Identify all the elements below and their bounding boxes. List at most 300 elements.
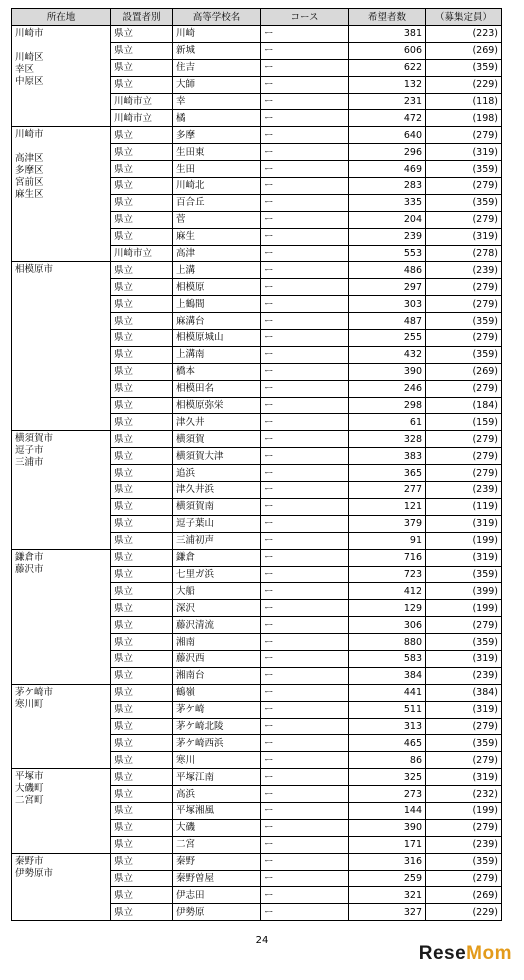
table-row [12,26,502,43]
location-line: 川崎市 [15,28,44,39]
table-header-row [12,9,502,26]
course-cell: ー [261,650,349,667]
capacity-cell: (229) [426,904,502,921]
school-cell: 湘南 [173,634,261,651]
founder-cell: 県立 [111,718,173,735]
course-cell: ー [261,431,349,448]
school-cell: 川崎北 [173,178,261,195]
applicants-cell: 716 [349,549,426,566]
founder-cell: 県立 [111,482,173,499]
school-cell: 横須賀 [173,431,261,448]
school-cell: 上鶴間 [173,296,261,313]
applicants-cell: 511 [349,701,426,718]
school-cell: 生田 [173,161,261,178]
capacity-cell: (319) [426,650,502,667]
capacity-cell: (159) [426,414,502,431]
capacity-cell: (199) [426,802,502,819]
table-row [12,431,502,448]
course-cell: ー [261,110,349,127]
capacity-cell: (118) [426,93,502,110]
founder-cell: 県立 [111,194,173,211]
school-cell: 麻溝台 [173,313,261,330]
course-cell: ー [261,482,349,499]
location-line: 三浦市 [15,457,44,469]
school-cell: 平塚江南 [173,769,261,786]
applicants-cell: 465 [349,735,426,752]
capacity-cell: (359) [426,346,502,363]
course-cell: ー [261,786,349,803]
location-cell [12,262,111,431]
course-cell: ー [261,178,349,195]
course-cell: ー [261,701,349,718]
capacity-cell: (119) [426,498,502,515]
course-cell: ー [261,26,349,43]
applicants-cell: 277 [349,482,426,499]
location-cell [12,769,111,853]
course-cell: ー [261,752,349,769]
founder-cell: 県立 [111,296,173,313]
applicants-cell: 379 [349,515,426,532]
course-cell: ー [261,684,349,701]
school-cell: 川崎 [173,26,261,43]
location-line: 茅ケ崎市 [15,686,54,698]
school-cell: 相模原城山 [173,330,261,347]
school-cell: 津久井浜 [173,482,261,499]
course-cell: ー [261,498,349,515]
capacity-cell: (359) [426,194,502,211]
founder-cell: 県立 [111,161,173,178]
school-cell: 津久井 [173,414,261,431]
course-cell: ー [261,279,349,296]
founder-cell: 県立 [111,127,173,144]
school-cell: 藤沢清流 [173,617,261,634]
capacity-cell: (359) [426,566,502,583]
capacity-cell: (269) [426,42,502,59]
founder-cell: 県立 [111,735,173,752]
course-cell: ー [261,414,349,431]
applicants-cell: 383 [349,448,426,465]
applicants-cell: 259 [349,870,426,887]
founder-cell: 県立 [111,76,173,93]
capacity-cell: (239) [426,836,502,853]
capacity-cell: (319) [426,549,502,566]
applicants-cell: 61 [349,414,426,431]
course-cell: ー [261,465,349,482]
capacity-cell: (184) [426,397,502,414]
course-cell: ー [261,380,349,397]
applicants-cell: 335 [349,194,426,211]
location-line: 中原区 [15,76,44,87]
founder-cell: 県立 [111,178,173,195]
course-cell: ー [261,853,349,870]
capacity-cell: (319) [426,144,502,161]
founder-cell: 県立 [111,650,173,667]
school-cell: 多摩 [173,127,261,144]
applicants-cell: 325 [349,769,426,786]
location-cell [12,549,111,684]
founder-cell: 県立 [111,786,173,803]
applicants-cell: 231 [349,93,426,110]
capacity-cell: (279) [426,279,502,296]
applicants-cell: 239 [349,228,426,245]
school-cell: 寒川 [173,752,261,769]
founder-cell: 県立 [111,904,173,921]
course-cell: ー [261,42,349,59]
school-cell: 相模原弥栄 [173,397,261,414]
course-cell: ー [261,718,349,735]
capacity-cell: (229) [426,76,502,93]
founder-cell: 県立 [111,684,173,701]
course-cell: ー [261,194,349,211]
applicants-cell: 204 [349,211,426,228]
founder-cell: 県立 [111,887,173,904]
course-cell: ー [261,515,349,532]
location-line: 横須賀市 [15,433,54,445]
capacity-cell: (279) [426,752,502,769]
location-cell [12,684,111,768]
capacity-cell: (359) [426,313,502,330]
course-cell: ー [261,211,349,228]
school-cell: 相模原 [173,279,261,296]
school-cell: 深沢 [173,600,261,617]
location-cell [12,431,111,549]
location-line: 麻生区 [15,189,44,201]
capacity-cell: (359) [426,634,502,651]
capacity-cell: (319) [426,515,502,532]
founder-cell: 川崎市立 [111,245,173,262]
course-cell: ー [261,161,349,178]
table-row [12,549,502,566]
capacity-cell: (199) [426,532,502,549]
table-row [12,684,502,701]
school-cell: 平塚湘風 [173,802,261,819]
header-course: コース [261,9,349,26]
table-row [12,262,502,279]
course-cell: ー [261,262,349,279]
school-cell: 湘南台 [173,667,261,684]
capacity-cell: (319) [426,701,502,718]
location-line: 相模原市 [15,264,54,276]
capacity-cell: (269) [426,887,502,904]
school-cell: 高津 [173,245,261,262]
header-founder: 設置者別 [111,9,173,26]
applicants-cell: 91 [349,532,426,549]
course-cell: ー [261,600,349,617]
school-cell: 鎌倉 [173,549,261,566]
founder-cell: 県立 [111,448,173,465]
location-line: 秦野市 [15,855,44,867]
founder-cell: 県立 [111,26,173,43]
applicants-cell: 327 [349,904,426,921]
course-cell: ー [261,836,349,853]
course-cell: ー [261,245,349,262]
course-cell: ー [261,819,349,836]
course-cell: ー [261,735,349,752]
founder-cell: 県立 [111,330,173,347]
capacity-cell: (279) [426,178,502,195]
school-cell: 伊志田 [173,887,261,904]
location-line: 鎌倉市 [15,551,44,563]
applicants-cell: 273 [349,786,426,803]
capacity-cell: (232) [426,786,502,803]
applicants-cell: 469 [349,161,426,178]
school-cell: 幸 [173,93,261,110]
applicants-cell: 365 [349,465,426,482]
header-capacity: （募集定員） [426,9,502,26]
applicants-cell: 553 [349,245,426,262]
course-cell: ー [261,887,349,904]
founder-cell: 県立 [111,701,173,718]
capacity-cell: (359) [426,59,502,76]
location-line: 平塚市 [15,771,44,783]
course-cell: ー [261,549,349,566]
course-cell: ー [261,769,349,786]
founder-cell: 川崎市立 [111,93,173,110]
school-cell: 追浜 [173,465,261,482]
school-cell: 大船 [173,583,261,600]
location-line: 寒川町 [15,698,44,710]
school-cell: 百合丘 [173,194,261,211]
founder-cell: 県立 [111,59,173,76]
applicants-cell: 487 [349,313,426,330]
applicants-cell: 381 [349,26,426,43]
location-cell [12,26,111,127]
founder-cell: 県立 [111,819,173,836]
location-line: 高津区 [15,153,44,165]
course-cell: ー [261,583,349,600]
school-cell: 秦野曽屋 [173,870,261,887]
school-cell: 相模田名 [173,380,261,397]
applicants-cell: 486 [349,262,426,279]
header-applicants: 希望者数 [349,9,426,26]
course-cell: ー [261,532,349,549]
applicants-table [11,8,502,921]
course-cell: ー [261,870,349,887]
location-line: 二宮町 [15,795,44,807]
location-line: 宮前区 [15,177,44,189]
applicants-cell: 583 [349,650,426,667]
school-cell: 菅 [173,211,261,228]
course-cell: ー [261,448,349,465]
school-cell: 茅ケ崎西浜 [173,735,261,752]
page-number: 24 [255,935,269,946]
capacity-cell: (279) [426,819,502,836]
capacity-cell: (399) [426,583,502,600]
location-line: 藤沢市 [15,563,44,575]
applicants-cell: 880 [349,634,426,651]
applicants-cell: 296 [349,144,426,161]
founder-cell: 県立 [111,853,173,870]
location-line: 川崎市 [15,129,44,141]
course-cell: ー [261,397,349,414]
school-cell: 大師 [173,76,261,93]
applicants-cell: 441 [349,684,426,701]
school-cell: 横須賀南 [173,498,261,515]
course-cell: ー [261,313,349,330]
founder-cell: 県立 [111,380,173,397]
capacity-cell: (359) [426,735,502,752]
capacity-cell: (279) [426,330,502,347]
founder-cell: 県立 [111,228,173,245]
capacity-cell: (279) [426,448,502,465]
location-line [15,141,107,153]
applicants-cell: 472 [349,110,426,127]
school-cell: 生田東 [173,144,261,161]
location-line: 伊勢原市 [15,867,54,879]
course-cell: ー [261,228,349,245]
applicants-cell: 144 [349,802,426,819]
applicants-cell: 640 [349,127,426,144]
course-cell: ー [261,904,349,921]
founder-cell: 県立 [111,836,173,853]
school-cell: 新城 [173,42,261,59]
applicants-cell: 298 [349,397,426,414]
capacity-cell: (239) [426,482,502,499]
founder-cell: 県立 [111,262,173,279]
founder-cell: 県立 [111,144,173,161]
course-cell: ー [261,346,349,363]
course-cell: ー [261,617,349,634]
table-row [12,127,502,144]
location-line [15,40,107,52]
founder-cell: 県立 [111,617,173,634]
applicants-cell: 432 [349,346,426,363]
applicants-cell: 316 [349,853,426,870]
school-cell: 高浜 [173,786,261,803]
course-cell: ー [261,802,349,819]
founder-cell: 県立 [111,498,173,515]
school-cell: 三浦初声 [173,532,261,549]
founder-cell: 県立 [111,279,173,296]
capacity-cell: (279) [426,718,502,735]
school-cell: 茅ケ崎 [173,701,261,718]
founder-cell: 県立 [111,566,173,583]
capacity-cell: (278) [426,245,502,262]
founder-cell: 県立 [111,363,173,380]
course-cell: ー [261,296,349,313]
applicants-cell: 390 [349,819,426,836]
founder-cell: 県立 [111,549,173,566]
capacity-cell: (279) [426,431,502,448]
founder-cell: 県立 [111,431,173,448]
capacity-cell: (319) [426,769,502,786]
capacity-cell: (279) [426,870,502,887]
founder-cell: 県立 [111,583,173,600]
school-cell: 逗子葉山 [173,515,261,532]
course-cell: ー [261,59,349,76]
applicants-cell: 412 [349,583,426,600]
applicants-cell: 121 [349,498,426,515]
founder-cell: 県立 [111,802,173,819]
school-cell: 上溝 [173,262,261,279]
applicants-cell: 132 [349,76,426,93]
school-cell: 二宮 [173,836,261,853]
location-line: 逗子市 [15,445,44,457]
founder-cell: 県立 [111,515,173,532]
location-cell [12,853,111,921]
founder-cell: 川崎市立 [111,110,173,127]
capacity-cell: (199) [426,600,502,617]
course-cell: ー [261,363,349,380]
founder-cell: 県立 [111,414,173,431]
location-line: 川崎区 [15,52,44,63]
capacity-cell: (279) [426,211,502,228]
founder-cell: 県立 [111,397,173,414]
capacity-cell: (279) [426,465,502,482]
applicants-cell: 303 [349,296,426,313]
applicants-cell: 171 [349,836,426,853]
founder-cell: 県立 [111,634,173,651]
header-school: 高等学校名 [173,9,261,26]
founder-cell: 県立 [111,870,173,887]
school-cell: 大磯 [173,819,261,836]
location-line: 大磯町 [15,783,44,795]
capacity-cell: (279) [426,127,502,144]
capacity-cell: (359) [426,853,502,870]
founder-cell: 県立 [111,313,173,330]
course-cell: ー [261,667,349,684]
capacity-cell: (198) [426,110,502,127]
founder-cell: 県立 [111,667,173,684]
school-cell: 秦野 [173,853,261,870]
table-row [12,853,502,870]
school-cell: 鶴嶺 [173,684,261,701]
course-cell: ー [261,93,349,110]
header-location: 所在地 [12,9,111,26]
founder-cell: 県立 [111,346,173,363]
course-cell: ー [261,330,349,347]
course-cell: ー [261,144,349,161]
founder-cell: 県立 [111,769,173,786]
location-cell [12,127,111,262]
school-cell: 橋本 [173,363,261,380]
applicants-cell: 321 [349,887,426,904]
school-cell: 住吉 [173,59,261,76]
course-cell: ー [261,634,349,651]
school-cell: 橘 [173,110,261,127]
applicants-cell: 129 [349,600,426,617]
applicants-cell: 297 [349,279,426,296]
applicants-cell: 606 [349,42,426,59]
applicants-cell: 313 [349,718,426,735]
founder-cell: 県立 [111,532,173,549]
capacity-cell: (269) [426,363,502,380]
school-cell: 麻生 [173,228,261,245]
founder-cell: 県立 [111,752,173,769]
founder-cell: 県立 [111,465,173,482]
applicants-cell: 86 [349,752,426,769]
applicants-cell: 246 [349,380,426,397]
applicants-cell: 328 [349,431,426,448]
school-cell: 伊勢原 [173,904,261,921]
table-row [12,769,502,786]
founder-cell: 県立 [111,211,173,228]
school-cell: 七里ガ浜 [173,566,261,583]
founder-cell: 県立 [111,42,173,59]
capacity-cell: (384) [426,684,502,701]
founder-cell: 県立 [111,600,173,617]
capacity-cell: (279) [426,296,502,313]
course-cell: ー [261,76,349,93]
applicants-cell: 255 [349,330,426,347]
school-cell: 上溝南 [173,346,261,363]
applicants-cell: 390 [349,363,426,380]
capacity-cell: (239) [426,667,502,684]
capacity-cell: (279) [426,380,502,397]
capacity-cell: (279) [426,617,502,634]
capacity-cell: (359) [426,161,502,178]
location-line: 幸区 [15,64,35,75]
